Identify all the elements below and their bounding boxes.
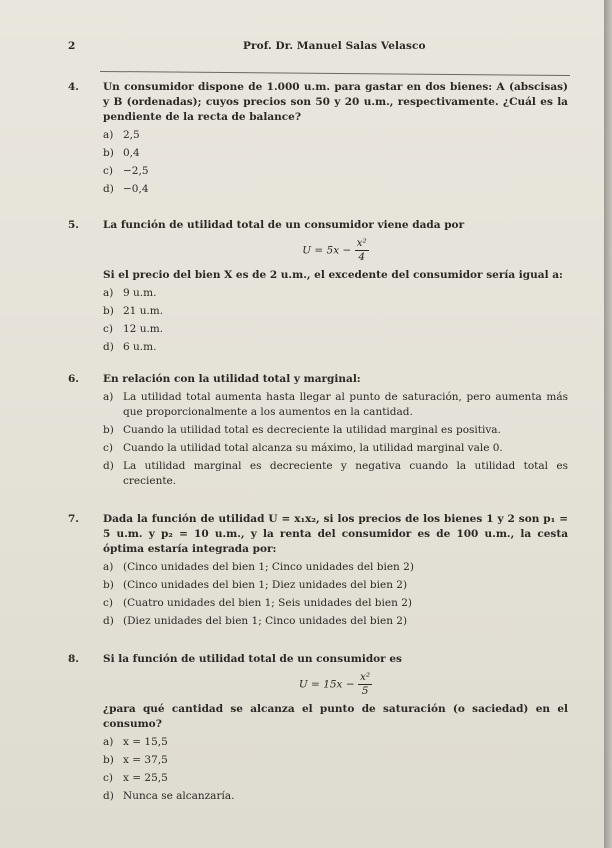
option (103, 771, 568, 786)
option-text: −0,4 (123, 183, 149, 195)
option-text: 21 u.m. (123, 305, 164, 317)
option (103, 459, 568, 489)
question-6 (68, 372, 568, 489)
option-text: La utilidad total aumenta hasta llegar al punto de saturación, pero aumenta más que proporcionalmente a los aumentos en la cantidad. (123, 391, 568, 418)
utility-formula (103, 671, 568, 698)
option-label: b) (103, 424, 114, 436)
option-text: (Cuatro unidades del bien 1; Seis unidades del bien 2) (123, 597, 412, 609)
option-label: c) (103, 165, 113, 177)
option-text: Nunca se alcanzaría. (123, 790, 235, 802)
option-text: 12 u.m. (123, 323, 164, 335)
option-label: b) (103, 305, 114, 317)
fraction-numerator: x² (359, 671, 371, 683)
question-text: La función de utilidad total de un consumidor viene dada por (103, 219, 465, 231)
formula-lhs: U = 5x − (302, 244, 352, 257)
option (103, 146, 568, 161)
option (103, 322, 568, 337)
option-text: x = 37,5 (123, 754, 168, 766)
options-list (103, 128, 568, 197)
option-label: b) (103, 579, 114, 591)
option-text: 0,4 (123, 147, 140, 159)
options-list (103, 390, 568, 489)
option-text: 2,5 (123, 129, 140, 141)
question-number: 8. (68, 653, 79, 665)
page-number: 2 (68, 40, 76, 52)
option-label: d) (103, 615, 114, 627)
option-label: c) (103, 323, 113, 335)
options-list (103, 560, 568, 629)
option-label: b) (103, 754, 114, 766)
option (103, 164, 568, 179)
utility-formula (103, 237, 568, 264)
header-rule (100, 71, 570, 76)
option (103, 753, 568, 768)
question-text: En relación con la utilidad total y marginal: (103, 373, 361, 385)
option-label: a) (103, 561, 114, 573)
question-number: 6. (68, 373, 79, 385)
option-label: c) (103, 597, 113, 609)
option-text: (Cinco unidades del bien 1; Diez unidades del bien 2) (123, 579, 408, 591)
question-condition: ¿para qué cantidad se alcanza el punto de saturación (o saciedad) en el consumo? (103, 703, 568, 730)
option (103, 340, 568, 355)
option-text: (Diez unidades del bien 1; Cinco unidades del bien 2) (123, 615, 408, 627)
option-label: d) (103, 790, 114, 802)
formula-fraction (355, 237, 369, 264)
option (103, 614, 568, 629)
fraction-numerator: x² (356, 237, 367, 249)
option-label: b) (103, 147, 114, 159)
running-head-author: Prof. Dr. Manuel Salas Velasco (243, 40, 426, 52)
option (103, 560, 568, 575)
question-5 (68, 218, 568, 355)
option-label: d) (103, 460, 114, 472)
page-edge (604, 0, 612, 848)
formula-lhs: U = 15x − (298, 678, 355, 691)
question-8 (68, 652, 568, 804)
option (103, 596, 568, 611)
question-4 (68, 80, 568, 197)
fraction-denominator: 4 (358, 251, 366, 263)
option-text: 9 u.m. (123, 287, 157, 299)
options-list (103, 286, 568, 355)
question-number: 4. (68, 81, 79, 93)
option-label: d) (103, 183, 114, 195)
option-label: a) (103, 391, 114, 403)
question-text: Dada la función de utilidad U = x₁x₂, si los precios de los bienes 1 y 2 son p₁ = 5 u.m. y p₂ = 10 u.m., y la renta del consumidor es de 100 u.m., la cesta óptima estaría integrada por: (103, 513, 568, 555)
option (103, 423, 568, 438)
options-list (103, 735, 568, 804)
option-label: c) (103, 442, 113, 454)
option-text: (Cinco unidades del bien 1; Cinco unidades del bien 2) (123, 561, 414, 573)
option (103, 735, 568, 750)
option (103, 441, 568, 456)
option (103, 304, 568, 319)
option (103, 286, 568, 301)
question-condition: Si el precio del bien X es de 2 u.m., el excedente del consumidor sería igual a: (103, 269, 563, 281)
question-text: Un consumidor dispone de 1.000 u.m. para gastar en dos bienes: A (abscisas) y B (ordenadas); cuyos precios son 50 y 20 u.m., respectivamente. ¿Cuál es la pendiente de la recta de balance? (103, 81, 568, 123)
option-label: a) (103, 736, 114, 748)
option-text: Cuando la utilidad total alcanza su máximo, la utilidad marginal vale 0. (123, 442, 503, 454)
option-text: x = 25,5 (123, 772, 168, 784)
option (103, 578, 568, 593)
option-text: La utilidad marginal es decreciente y negativa cuando la utilidad total es creciente. (123, 460, 568, 487)
question-number: 7. (68, 513, 79, 525)
option-text: x = 15,5 (123, 736, 168, 748)
option-text: 6 u.m. (123, 341, 157, 353)
option-label: c) (103, 772, 113, 784)
option (103, 390, 568, 420)
formula-fraction (358, 671, 372, 698)
question-text: Si la función de utilidad total de un consumidor es (103, 653, 402, 665)
option-label: a) (103, 129, 114, 141)
option-text: −2,5 (123, 165, 149, 177)
option (103, 789, 568, 804)
question-7 (68, 512, 568, 629)
option-label: a) (103, 287, 114, 299)
option (103, 182, 568, 197)
fraction-denominator: 5 (361, 685, 369, 697)
question-number: 5. (68, 219, 79, 231)
option-text: Cuando la utilidad total es decreciente la utilidad marginal es positiva. (123, 424, 501, 436)
option-label: d) (103, 341, 114, 353)
option (103, 128, 568, 143)
